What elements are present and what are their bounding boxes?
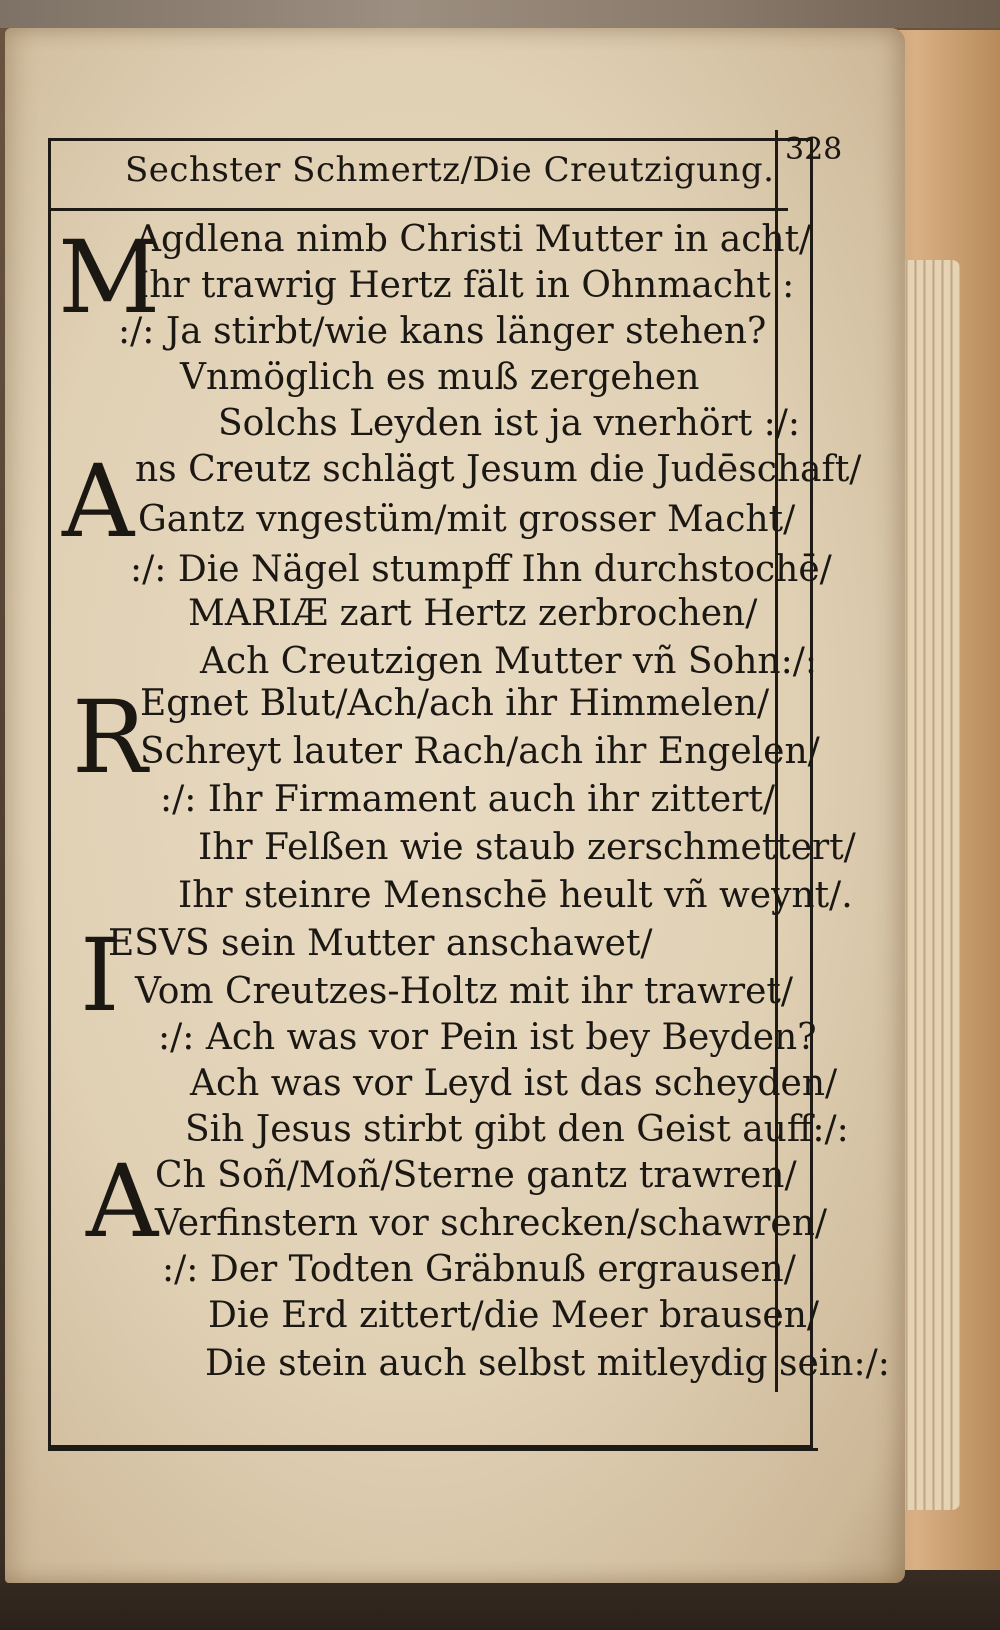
verse-line: ns Creutz schlägt Jesum die Judēschaft/ <box>135 449 862 490</box>
stanza-initial: R <box>72 679 148 796</box>
verse-line: Agdlena nimb Christi Mutter in acht/ <box>135 219 812 260</box>
verse-line: Egnet Blut/Ach/ach ihr Himmelen/ <box>140 683 770 724</box>
binding-strip <box>0 0 1000 28</box>
verse-line: Sih Jesus stirbt gibt den Geist auff:/: <box>185 1109 849 1150</box>
verse-line: Ch Soñ/Moñ/Sterne gantz trawren/ <box>155 1155 797 1196</box>
stanza-initial: I <box>80 917 120 1034</box>
verse-line: Ach was vor Leyd ist das scheyden/ <box>190 1063 838 1104</box>
verse-line: Solchs Leyden ist ja vnerhört :/: <box>218 403 801 444</box>
verse-line: Vnmöglich es muß zergehen <box>180 357 700 398</box>
verse-line: :/: Die Nägel stumpff Ihn durchstochē/ <box>130 549 832 590</box>
verse-line: Ihr trawrig Hertz fält in Ohnmacht : <box>135 265 795 306</box>
stanza-initial: M <box>58 219 161 336</box>
verse-line: Die Erd zittert/die Meer brausen/ <box>208 1295 820 1336</box>
running-head: Sechster Schmertz/Die Creutzigung. <box>125 150 775 190</box>
page-number: 328 <box>785 132 843 167</box>
verse-line: Ach Creutzigen Mutter vñ Sohn:/: <box>200 641 817 682</box>
verse-line: :/: Der Todten Gräbnuß ergrausen/ <box>162 1249 796 1290</box>
verse-line: Verfinstern vor schrecken/schawren/ <box>155 1203 828 1244</box>
verse-line: :/: Ihr Firmament auch ihr zittert/ <box>160 779 776 820</box>
verse-line: Ihr Felßen wie staub zerschmettert/ <box>198 827 856 868</box>
verse-line: Gantz vngestüm/mit grosser Macht/ <box>138 499 796 540</box>
verse-line: :/: Ach was vor Pein ist bey Beyden? <box>158 1017 817 1058</box>
stanza-initial: A <box>86 1143 159 1260</box>
verse-line: Die stein auch selbst mitleydig sein:/: <box>205 1343 890 1384</box>
header-rule <box>48 208 788 211</box>
verse-line: MARIÆ zart Hertz zerbrochen/ <box>188 593 758 634</box>
verse-line: Vom Creutzes-Holtz mit ihr trawret/ <box>135 971 794 1012</box>
verse-line: ESVS sein Mutter anschawet/ <box>108 923 653 964</box>
verse-line: Schreyt lauter Rach/ach ihr Engelen/ <box>140 731 820 772</box>
verse-line: Ihr steinre Menschē heult vñ weynt/. <box>178 875 853 916</box>
stanza-initial: A <box>62 443 135 560</box>
verse-line: :/: Ja stirbt/wie kans länger stehen? <box>118 311 767 352</box>
bottom-frame-rule <box>48 1448 818 1451</box>
